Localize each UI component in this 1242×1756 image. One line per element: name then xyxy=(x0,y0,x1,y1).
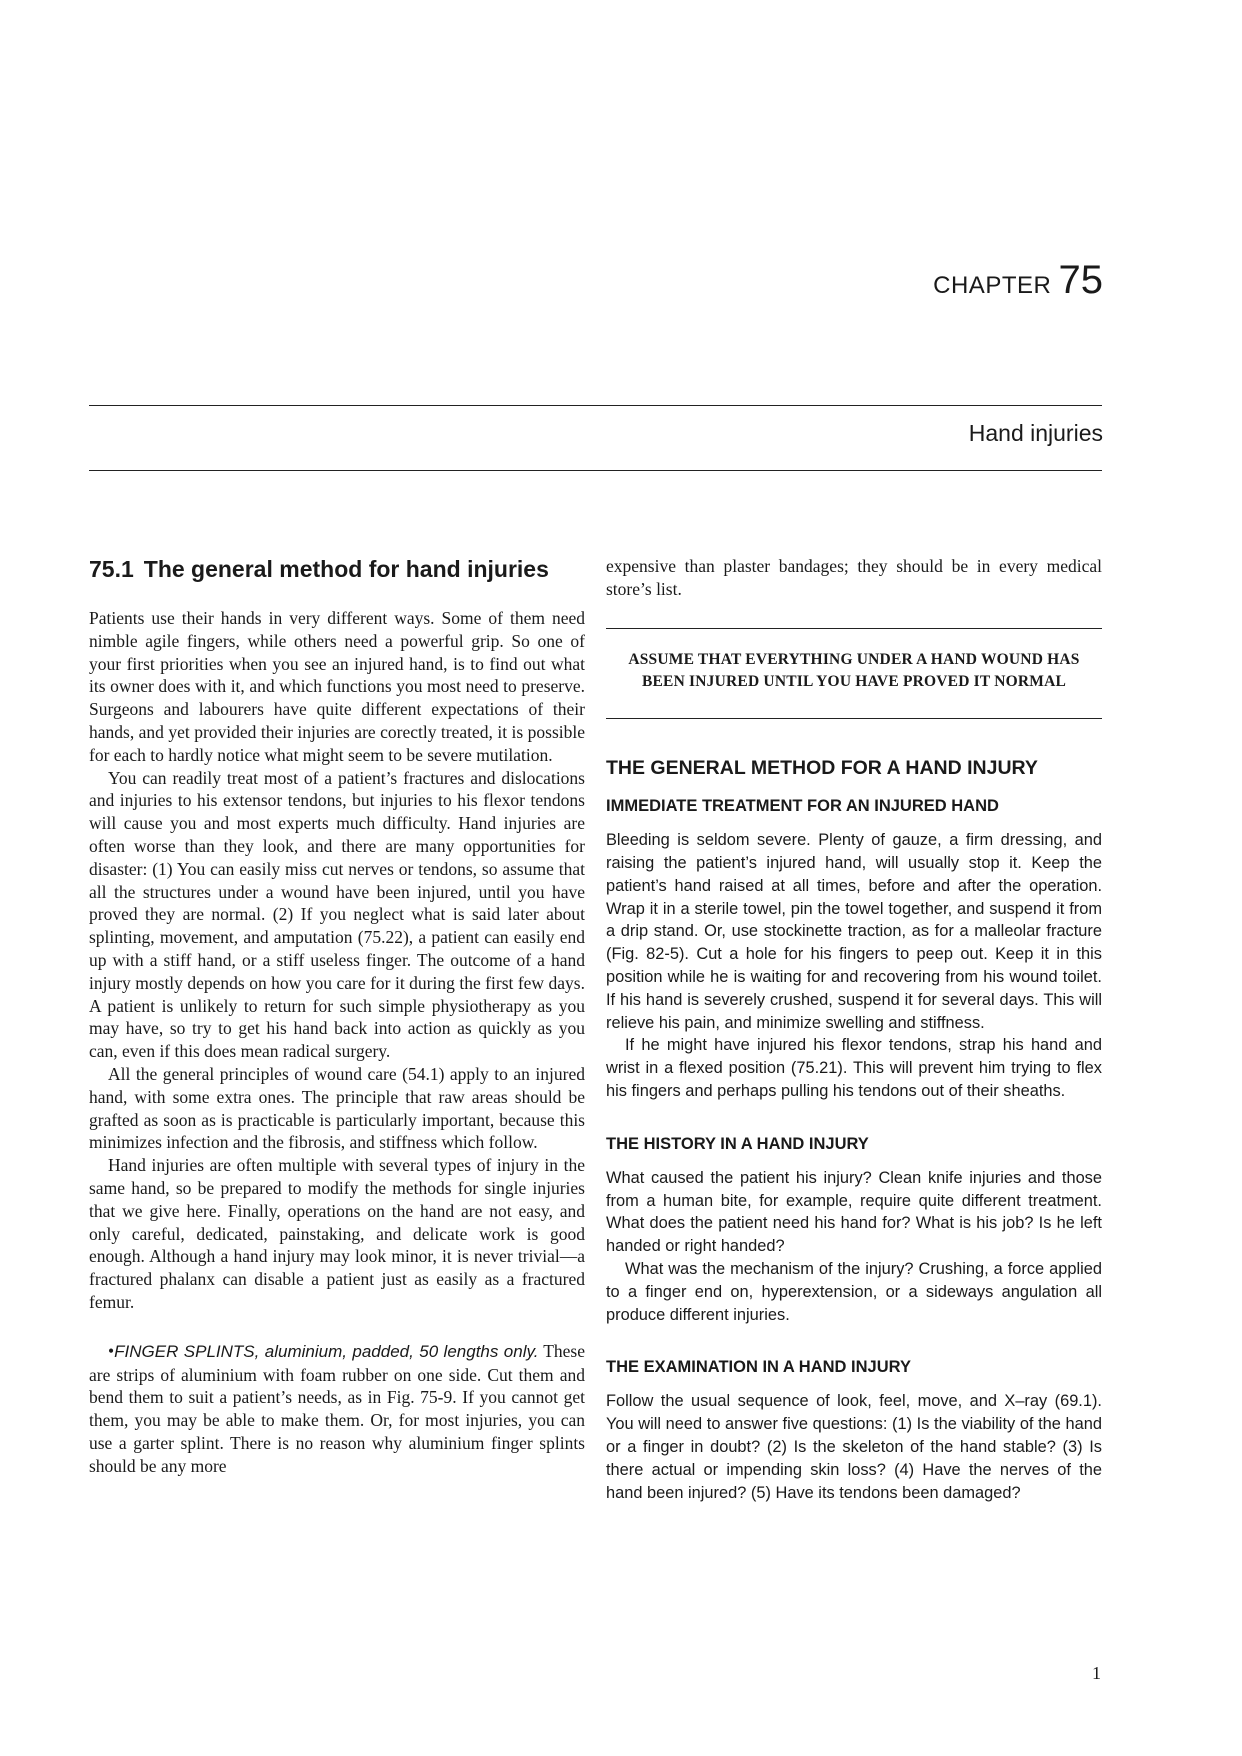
equipment-item-lead: FINGER SPLINTS, aluminium, padded, 50 lengths only. xyxy=(114,1341,539,1361)
right-column xyxy=(606,555,1102,1504)
immediate-treatment-text xyxy=(606,829,1102,1103)
callout-box xyxy=(606,628,1102,720)
continued-text xyxy=(606,555,1102,601)
chapter-rule-bottom xyxy=(89,470,1102,471)
paragraph: If he might have injured his flexor tendons, strap his hand and wrist in a flexed position (75.21). This will prevent him trying to flex his fingers and perhaps pulling his tendons out of their sheaths. xyxy=(606,1036,1102,1100)
paragraph: expensive than plaster bandages; they should be in every medical store’s list. xyxy=(606,556,1102,599)
history-text xyxy=(606,1167,1102,1327)
section-number: 75.1 xyxy=(89,556,134,582)
history-heading: THE HISTORY IN A HAND INJURY xyxy=(606,1134,869,1153)
paragraph: What was the mechanism of the injury? Crushing, a force applied to a finger end on, hyperextension, or a sideways angulation all produce different injuries. xyxy=(606,1259,1102,1324)
method-heading: THE GENERAL METHOD FOR A HAND INJURY xyxy=(606,757,1038,780)
paragraph: Patients use their hands in very different ways. Some of them need nimble agile fingers, while others need a powerful grip. So one of your first priorities when you see an injured hand, is to find out what its owner does with it, and which functions you most need to preserve. Surgeons and labourers have quite different expectations of their hands, and yet provided their injuries are corectly treated, it is possible for each to hardly notice what might seem to be severe mutilation. xyxy=(89,608,585,765)
callout-text: ASSUME THAT EVERYTHING UNDER A HAND WOUND HAS BEEN INJURED UNTIL YOU HAVE PROVED IT NORMAL xyxy=(628,650,1080,691)
page-number: 1 xyxy=(1092,1663,1101,1683)
section-title: The general method for hand injuries xyxy=(143,556,549,582)
bullet: • xyxy=(108,1340,115,1361)
examination-text xyxy=(606,1390,1102,1504)
chapter-title: Hand injuries xyxy=(968,420,1103,446)
paragraph: Follow the usual sequence of look, feel, move, and X–ray (69.1). You will need to answer five questions: (1) Is the viability of the hand or a finger in doubt? (2) Is the skeleton of the hand stable? (3) Is there actual or impending skin loss? (4) Have the nerves of the hand been injured? (5) Have its tendons been damaged? xyxy=(606,1392,1102,1502)
left-column xyxy=(89,555,585,1477)
chapter-number: 75 xyxy=(1058,258,1103,302)
paragraph: All the general principles of wound care (54.1) apply to an injured hand, with some extra ones. The principle that raw areas should be grafted as soon as is practicable is particularly important, because this minimizes infection and the fibrosis, and stiffness which follow. xyxy=(89,1063,585,1153)
equipment-item xyxy=(89,1340,585,1478)
section-heading xyxy=(89,555,585,583)
paragraph: You can readily treat most of a patient’s fractures and dislocations and injuries to his extensor tendons, but injuries to his flexor tendons will cause you and most experts much difficulty. Hand injuries are often worse than they look, and there are many opportunities for disaster: (1) You can easily miss cut nerves or tendons, so assume that all the structures under a wound have been injured, until you have proved they are normal. (2) If you neglect what is said later about splinting, movement, and amputation (75.22), a patient can easily end up with a stiff hand, or a stiff useless finger. The outcome of a hand injury mostly depends on how you care for it during the first few days. A patient is unlikely to return for such simple physiotherapy as you may have, so try to get his hand back into action as quickly as you can, even if this does mean radical surgery. xyxy=(89,767,585,1062)
examination-heading: THE EXAMINATION IN A HAND INJURY xyxy=(606,1358,911,1377)
chapter-heading xyxy=(933,258,1103,303)
paragraph: Hand injuries are often multiple with several types of injury in the same hand, so be prepared to modify the methods for single injuries that we give here. Finally, operations on the hand are not easy, and only careful, dedicated, painstaking, and delicate work is good enough. Although a hand injury may look minor, it is never trivial—a fractured phalanx can disable a patient just as easily as a fractured femur. xyxy=(89,1155,585,1312)
chapter-label: CHAPTER xyxy=(933,272,1052,299)
equipment-item-text: These are strips of aluminium with foam rubber on one side. Cut them and bend them to suit a patient’s needs, as in Fig. 75-9. If you cannot get them, you may be able to make them. Or, for most injuries, you can use a garter splint. There is no reason why aluminium finger splints should be any more xyxy=(89,1340,585,1476)
chapter-rule-top xyxy=(89,405,1102,406)
paragraph: Bleeding is seldom severe. Plenty of gauze, a firm dressing, and raising the patient’s injured hand, will usually stop it. Keep the patient’s hand raised at all times, before and after the operation. Wrap it in a sterile towel, pin the towel together, and suspend it from a drip stand. Or, use stockinette traction, as for a malleolar fracture (Fig. 82-5). Cut a hole for his fingers to peep out. Keep it in this position while he is waiting for and recovering from his wound toilet. If his hand is severely crushed, suspend it for several days. This will relieve his pain, and minimize swelling and stiffness. xyxy=(606,831,1102,1032)
paragraph: What caused the patient his injury? Clean knife injuries and those from a human bite, for example, require quite different treatment. What does the patient need his hand for? What is his job? Is he left handed or right handed? xyxy=(606,1168,1102,1256)
immediate-treatment-heading: IMMEDIATE TREATMENT FOR AN INJURED HAND xyxy=(606,797,999,816)
